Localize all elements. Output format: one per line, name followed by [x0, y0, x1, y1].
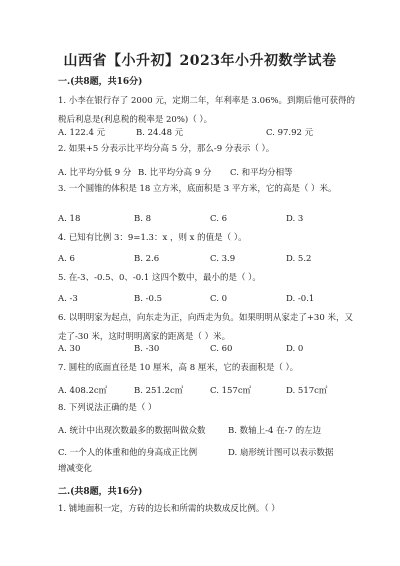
option-c: C. 97.92 元: [266, 128, 314, 138]
question-5-options: [58, 294, 358, 308]
question-stem-line: 税后利息是(利息税的税率是 20%)（ ）。: [58, 115, 213, 125]
question-stem-line: 7. 圆柱的底面直径是 10 厘米，高 8 厘米，它的表面积是（ ）。: [58, 363, 299, 373]
question-stem-line: 1. 铺地面积一定，方砖的边长和所需的块数成反比例。（ ）: [58, 504, 280, 514]
option-b: B. 24.48 元: [136, 128, 184, 138]
question-2-options: [58, 166, 358, 180]
question-3: [58, 180, 358, 199]
question-stem-line: 5. 在-3、-0.5、0、-0.1 这四个数中，最小的是（ ）。: [58, 273, 261, 283]
section2-question-1: [58, 500, 358, 519]
question-stem-line: 3. 一个圆锥的体积是 18 立方米，底面积是 3 平方米，它的高是（ ）米。: [58, 184, 337, 194]
question-6: [58, 309, 358, 347]
option-a: A. 比平均分低 9 分: [58, 168, 132, 178]
option-c: C. 6: [210, 214, 228, 224]
section-heading: 一.(共8题，共16分): [58, 77, 143, 87]
question-5: [58, 269, 358, 288]
page-title: 山西省【小升初】2023年小升初数学试卷: [63, 53, 337, 69]
option-b: B. -0.5: [134, 294, 163, 304]
question-stem-line: 走了-30 米，这时明明离家的距离是（ ）米。: [58, 332, 231, 342]
option-d: D. 0: [286, 344, 304, 354]
option-d: D. 扇形统计图可以表示数据: [228, 448, 334, 458]
question-2: [58, 140, 358, 159]
question-7: [58, 359, 358, 378]
option-a: A. 统计中出现次数最多的数据叫做众数: [58, 426, 206, 436]
option-d: D. -0.1: [286, 294, 315, 304]
option-b: B. 比平均分高 9 分: [138, 168, 212, 178]
option-b: B. 数轴上-4 在-7 的左边: [228, 426, 322, 436]
question-stem-line: 6. 以明明家为起点，向东走为正，向西走为负。如果明明从家走了+30 米，又: [58, 313, 353, 323]
option-a: A. 18: [58, 214, 81, 224]
question-stem-line: 8. 下列说法正确的是（ ）: [58, 403, 157, 413]
option-a: A. 6: [58, 254, 75, 264]
option-b: B. -30: [134, 344, 160, 354]
option-d: D. 3: [286, 214, 304, 224]
option-a: A. 408.2c㎡: [58, 386, 108, 396]
option-d-continued: 增减变化: [58, 464, 93, 474]
question-1: [58, 92, 358, 130]
question-stem-line: 4. 已知有比例 3：9=1.3：x ，则 x 的值是（ ）。: [58, 233, 247, 243]
option-d: D. 5.2: [286, 254, 312, 264]
question-3-options: [58, 214, 358, 228]
option-b: B. 251.2c㎡: [134, 386, 184, 396]
option-c: C. 一个人的体重和他的身高成正比例: [58, 448, 198, 458]
option-c: C. 60: [210, 344, 233, 354]
option-d: D. 517c㎡: [286, 386, 328, 396]
question-8: [58, 399, 358, 418]
question-4-options: [58, 254, 358, 268]
question-6-options: [58, 344, 358, 358]
option-b: B. 8: [134, 214, 152, 224]
option-a: A. 122.4 元: [58, 128, 106, 138]
question-1-options: [58, 126, 358, 140]
option-c: C. 0: [210, 294, 228, 304]
section-heading: 二.(共8题，共16分): [58, 487, 143, 497]
question-stem-line: 2. 如果+5 分表示比平均分高 5 分，那么-9 分表示（ ）。: [58, 144, 275, 154]
question-stem-line: 1. 小李在银行存了 2000 元，定期二年，年利率是 3.06%。到期后他可获得的: [58, 96, 356, 106]
question-4: [58, 229, 358, 248]
option-a: A. -3: [58, 294, 78, 304]
question-7-options: [58, 384, 358, 398]
option-b: B. 2.6: [134, 254, 160, 264]
option-c: C. 157c㎡: [210, 386, 252, 396]
option-c: C. 3.9: [210, 254, 236, 264]
option-c: C. 和平均分相等: [230, 168, 293, 178]
option-a: A. 30: [58, 344, 81, 354]
